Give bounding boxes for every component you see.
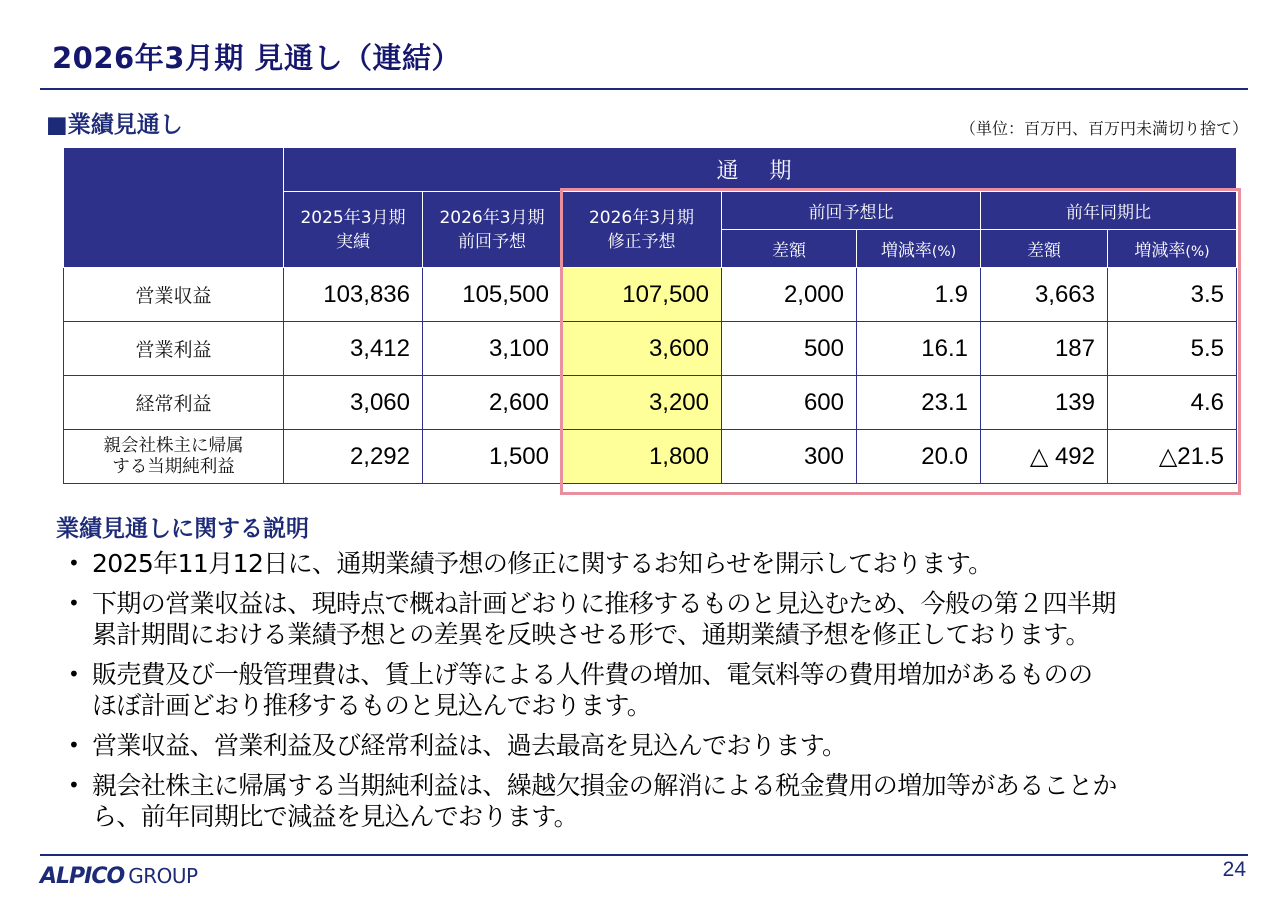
cell-value: 3,060 [284, 376, 423, 430]
cell-value: 600 [722, 376, 857, 430]
cell-value: 5.5 [1108, 322, 1237, 376]
logo-mark: ALPICO [40, 863, 125, 889]
cell-value-highlighted: 3,600 [562, 322, 722, 376]
cell-value: 4.6 [1108, 376, 1237, 430]
table-row [64, 322, 1237, 376]
company-logo [40, 862, 198, 890]
cell-value: 300 [722, 430, 857, 484]
cell-value: 23.1 [857, 376, 981, 430]
cell-value: 16.1 [857, 322, 981, 376]
cell-value: 1,500 [423, 430, 562, 484]
explanation-list [66, 548, 1226, 841]
footer-divider [40, 854, 1248, 856]
cell-value: 105,500 [423, 268, 562, 322]
unit-note: （単位：百万円、百万円未満切り捨て） [959, 119, 1248, 138]
col-header-previous-forecast: 2026年3月期 前回予想 [423, 192, 562, 268]
cell-value: 3.5 [1108, 268, 1237, 322]
table-row [64, 430, 1237, 484]
list-item: • 下期の営業収益は、現時点で概ね計画どおりに推移するものと見込むため、今般の第２四半期 累計期間における業績予想との差異を反映させる形で、通期業績予想を修正しております。 [68, 589, 1116, 649]
cell-value: 2,600 [423, 376, 562, 430]
cell-value-highlighted: 1,800 [562, 430, 722, 484]
list-item: • 2025年11月12日に、通期業績予想の修正に関するお知らせを開示しております。 [68, 549, 993, 578]
cell-value: 139 [981, 376, 1108, 430]
cell-value: △ 492 [981, 430, 1108, 484]
cell-value-highlighted: 107,500 [562, 268, 722, 322]
group-header-vs-previous: 前回予想比 [722, 192, 981, 230]
title-divider [40, 88, 1248, 90]
cell-value: 103,836 [284, 268, 423, 322]
bullet-icon: • [68, 773, 80, 797]
col-header-fy2025-actual: 2025年3月期 実績 [284, 192, 423, 268]
row-label: 経常利益 [64, 376, 284, 430]
subheader-diff: 差額 [722, 230, 857, 268]
table-row [64, 268, 1237, 322]
table-corner-header [64, 148, 284, 268]
period-header: 通 期 [284, 148, 1237, 192]
page-title: 2026年3月期 見通し（連結） [52, 41, 461, 75]
cell-value-highlighted: 3,200 [562, 376, 722, 430]
cell-value: 500 [722, 322, 857, 376]
cell-value: 2,292 [284, 430, 423, 484]
table-row [64, 376, 1237, 430]
subheader-rate: 増減率(%) [1108, 230, 1237, 268]
cell-value: 3,100 [423, 322, 562, 376]
row-label: 営業利益 [64, 322, 284, 376]
list-item: • 販売費及び一般管理費は、賃上げ等による人件費の増加、電気料等の費用増加があるものの ほぼ計画どおり推移するものと見込んでおります。 [68, 660, 1093, 720]
forecast-table [63, 147, 1237, 484]
cell-value: 187 [981, 322, 1108, 376]
bullet-icon: • [68, 551, 80, 575]
group-header-yoy: 前年同期比 [981, 192, 1237, 230]
subheader-rate: 増減率(%) [857, 230, 981, 268]
cell-value: 20.0 [857, 430, 981, 484]
explanation-heading: 業績見通しに関する説明 [56, 516, 309, 542]
col-header-revised-forecast: 2026年3月期 修正予想 [562, 192, 722, 268]
logo-group-text: GROUP [128, 864, 198, 888]
list-item: • 親会社株主に帰属する当期純利益は、繰越欠損金の解消による税金費用の増加等があることか ら、前年同期比で減益を見込んでおります。 [68, 771, 1117, 831]
cell-value: 3,412 [284, 322, 423, 376]
bullet-icon: • [68, 591, 80, 615]
bullet-icon: • [68, 733, 80, 757]
section-heading: ■業績見通し [46, 112, 183, 138]
cell-value: 1.9 [857, 268, 981, 322]
subheader-diff: 差額 [981, 230, 1108, 268]
bullet-icon: • [68, 662, 80, 686]
cell-value: △21.5 [1108, 430, 1237, 484]
row-label: 親会社株主に帰属 する当期純利益 [64, 430, 284, 484]
row-label: 営業収益 [64, 268, 284, 322]
page-number: 24 [1222, 858, 1246, 881]
cell-value: 3,663 [981, 268, 1108, 322]
list-item: • 営業収益、営業利益及び経常利益は、過去最高を見込んでおります。 [68, 731, 847, 760]
cell-value: 2,000 [722, 268, 857, 322]
